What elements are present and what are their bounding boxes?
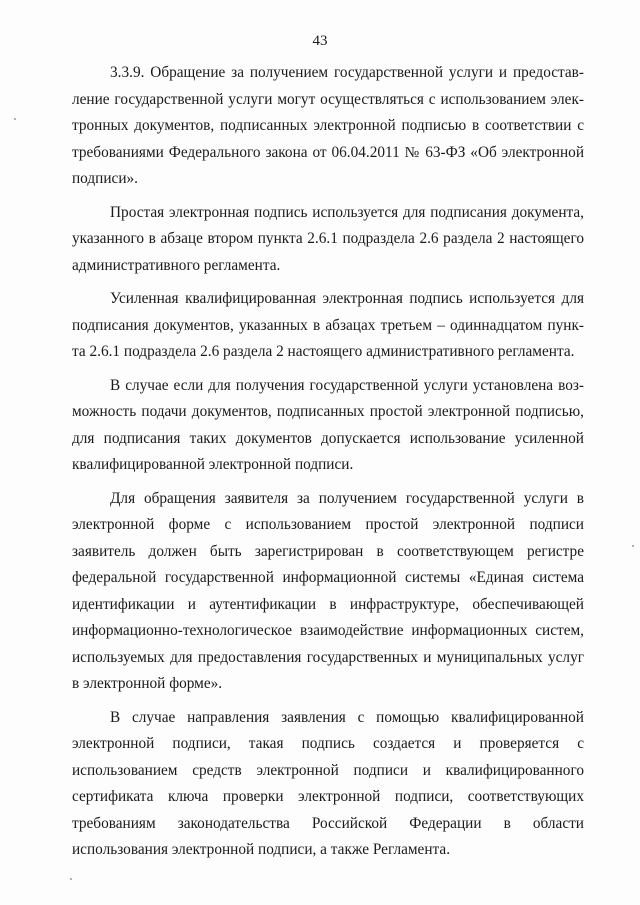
document-body: [72, 60, 584, 864]
paragraph-esia-registration: Для обращения заявителя за получением государственной услуги в электронной форме с использованием простой электронной подписи заявитель должен быть зарегистрирован в соответствующем регистре федеральной государственной информационной системы «Единая система идентификации и аутентификации в инфраструктуре, обеспечивающей информационно-технологическое взаимодействие информационных систем, используемых для предоставления государственных и муниципальных услуг в электронной форме».: [72, 489, 584, 692]
paragraph-signature-option: В случае если для получения государственной услуги установлена воз-можность подачи документов, подписанных простой электронной подписью, для подписания таких документов допускается использование усиленной квалифицированной электронной подписи.: [72, 376, 584, 473]
paragraph-qualified-signature: Усиленная квалифицированная электронная подпись используется для подписания документов, указанных в абзацах третьем – одиннадцатом пунк-та 2.6.1 подраздела 2.6 раздела 2 настоящего административного регламента.: [72, 290, 584, 360]
paragraph-3-3-9: 3.3.9. Обращение за получением государственной услуги и предостав-ление государственной услуги могут осуществляться с использованием элек-тронных документов, подписанных электронной подписью в соответствии с требованиями Федерального закона от 06.04.2011 № 63-ФЗ «Об электронной подписи».: [72, 64, 584, 187]
scan-speck: [632, 545, 634, 547]
scan-speck: [14, 118, 16, 120]
page-number: 43: [312, 33, 328, 49]
scan-speck: [70, 878, 72, 880]
paragraph-simple-signature: Простая электронная подпись используется для подписания документа, указанного в абзаце втором пункта 2.6.1 подраздела 2.6 раздела 2 настоящего административного регламента.: [72, 203, 584, 274]
paragraph-qualified-verification: В случае направления заявления с помощью квалифицированной электронной подписи, такая подпись создается и проверяется с использованием средств электронной подписи и квалифицированного сертификата ключа проверки электронной подписи, соответствующих требованиям законодательства Российской Федерации в области использования электронной подписи, а также Регламента.: [72, 708, 584, 858]
